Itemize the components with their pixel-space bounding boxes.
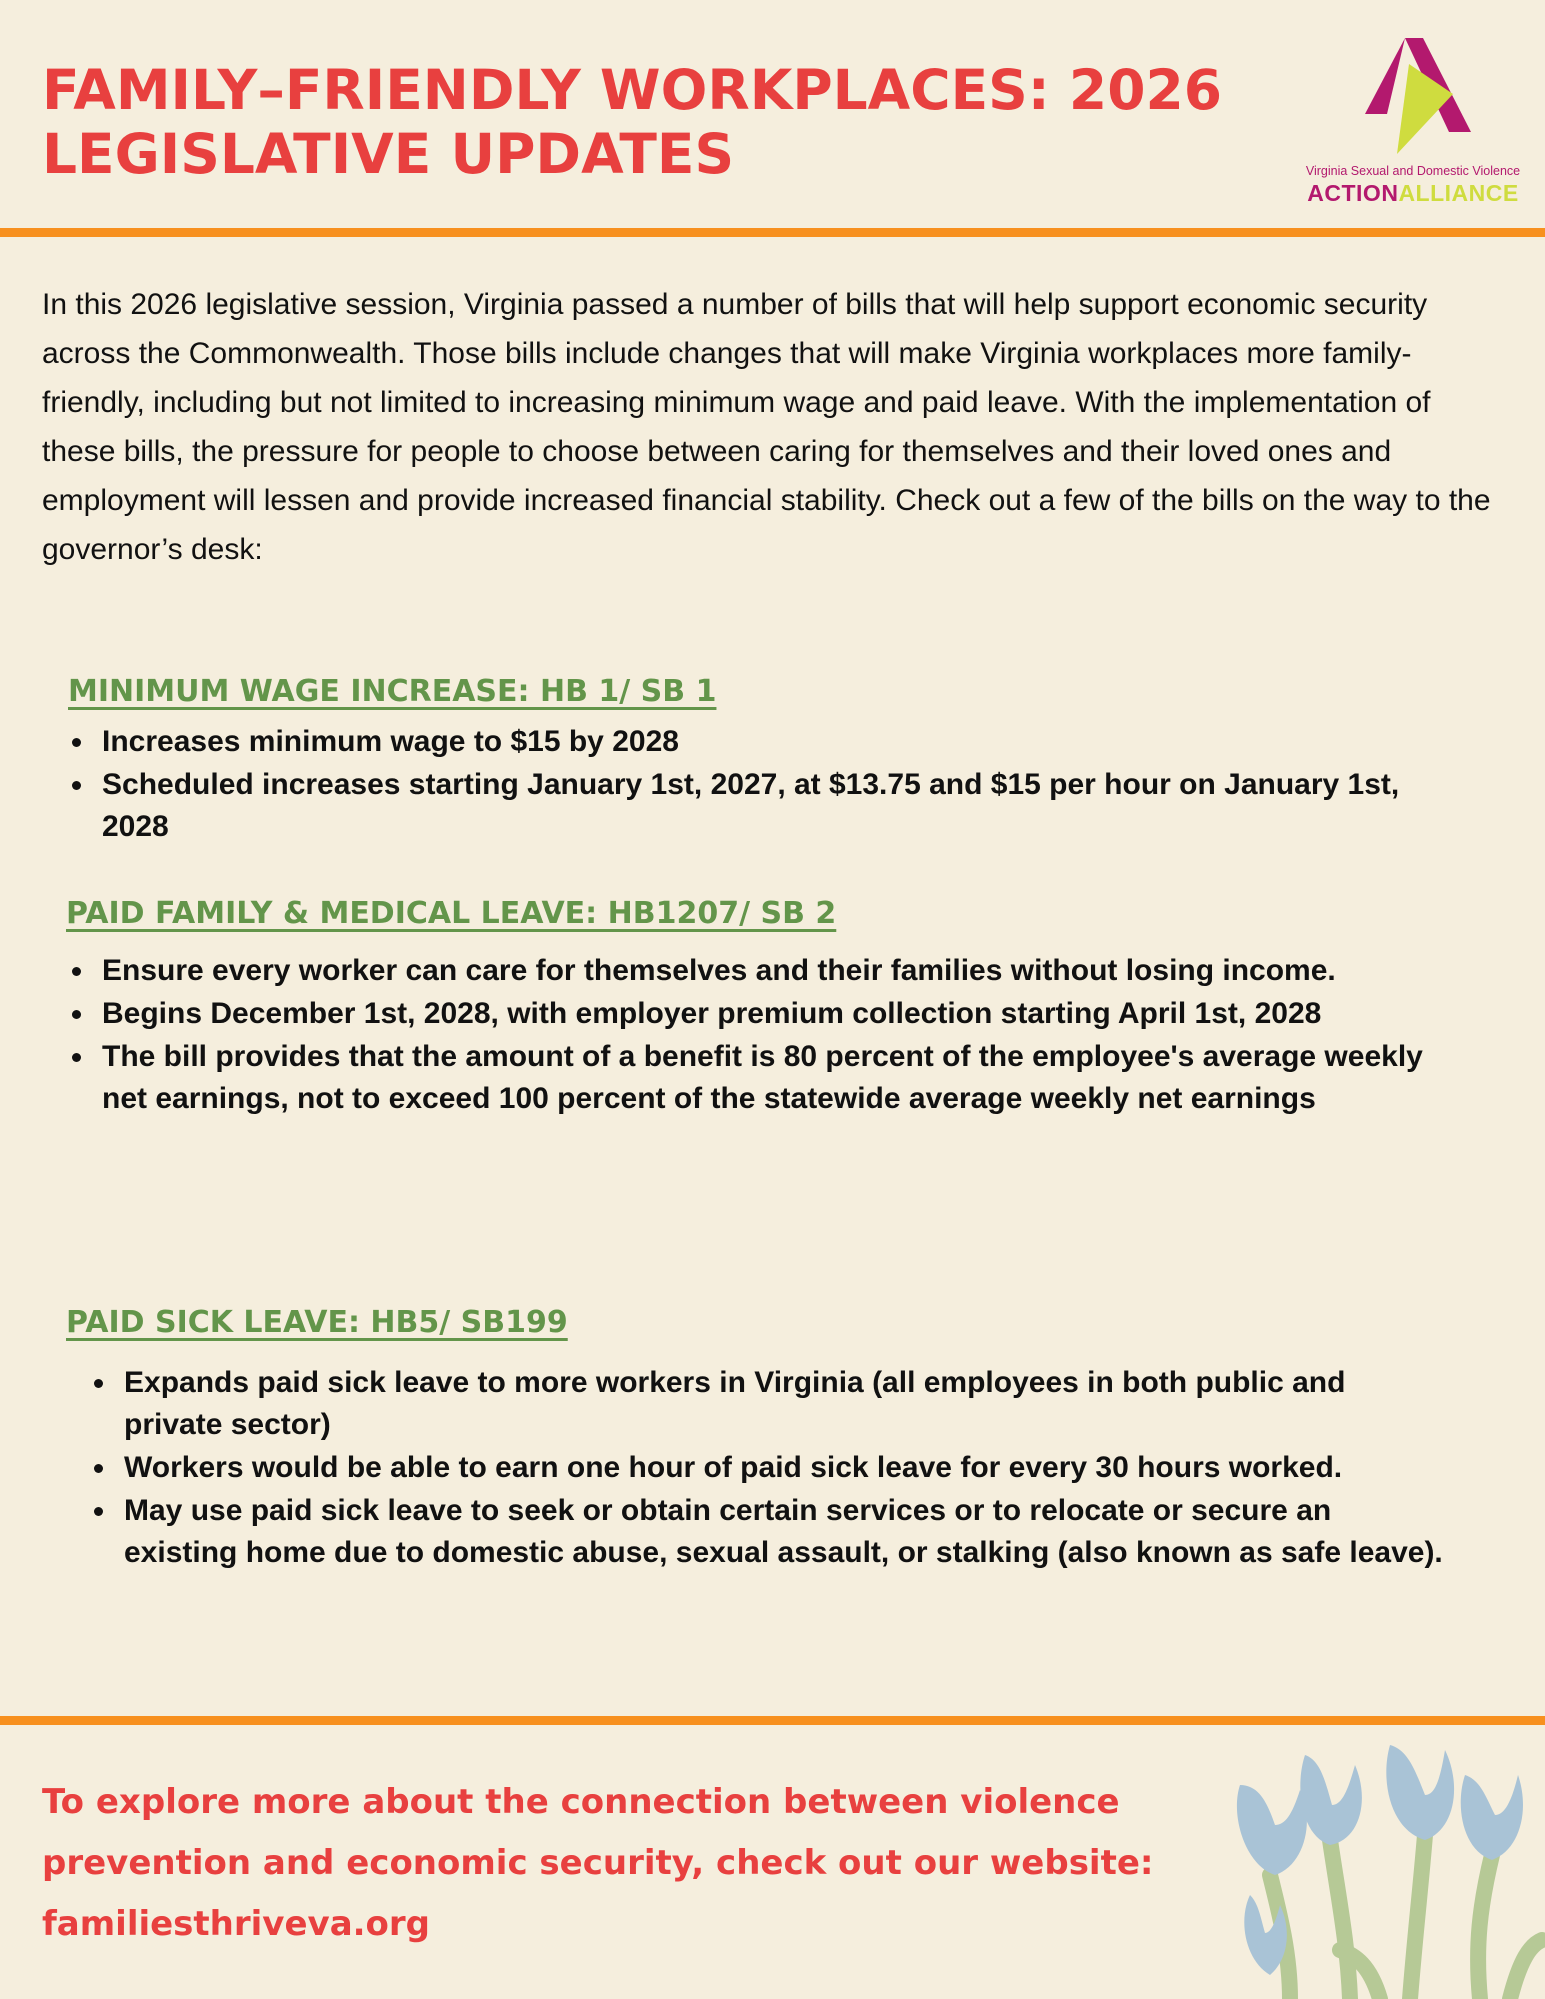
bottom-divider xyxy=(0,1716,1545,1725)
website-link[interactable]: familiesthriveva.org xyxy=(42,1904,431,1944)
footer-callout xyxy=(42,1772,1222,1955)
paid-sick-leave-list xyxy=(64,1362,1444,1575)
footer-line-2: prevention and economic security, check out our website: xyxy=(42,1843,1154,1883)
logo-wordmark xyxy=(1302,180,1524,207)
section-heading-paid-sick-leave: PAID SICK LEAVE: HB5/ SB199 xyxy=(66,1305,568,1340)
list-item: Increases minimum wage to $15 by 2028 xyxy=(42,721,1462,763)
top-divider xyxy=(0,228,1545,237)
list-item: Expands paid sick leave to more workers in Virginia (all employees in both public and private sector) xyxy=(64,1362,1444,1446)
list-item: Begins December 1st, 2028, with employer premium collection starting April 1st, 2028 xyxy=(42,993,1442,1035)
paid-family-leave-list xyxy=(42,950,1442,1121)
page-title xyxy=(42,58,1272,186)
footer-line-1: To explore more about the connection between violence xyxy=(42,1782,1120,1822)
logo-word-action: ACTION xyxy=(1307,180,1399,206)
minimum-wage-list xyxy=(42,721,1462,849)
title-line-2: LEGISLATIVE UPDATES xyxy=(42,122,735,186)
section-heading-minimum-wage: MINIMUM WAGE INCREASE: HB 1/ SB 1 xyxy=(68,674,717,709)
logo-mark-icon xyxy=(1357,34,1477,159)
intro-paragraph: In this 2026 legislative session, Virginia passed a number of bills that will help support economic security across the Commonwealth. Those bills include changes that will make Virginia workplaces more family-friendly, including but not limited to increasing minimum wage and paid leave. With the implementation of these bills, the pressure for people to choose between caring for themselves and their loved ones and employment will lessen and provide increased financial stability. Check out a few of the bills on the way to the governor’s desk: xyxy=(42,288,1491,566)
logo-word-alliance: ALLIANCE xyxy=(1398,180,1519,206)
flowers-illustration-icon xyxy=(1230,1745,1545,1999)
logo-subtitle: Virginia Sexual and Domestic Violence xyxy=(1305,164,1521,178)
list-item: Workers would be able to earn one hour of paid sick leave for every 30 hours worked. xyxy=(64,1447,1444,1489)
section-heading-paid-family-leave: PAID FAMILY & MEDICAL LEAVE: HB1207/ SB 2 xyxy=(66,896,837,931)
action-alliance-logo xyxy=(1302,34,1524,209)
list-item: May use paid sick leave to seek or obtain certain services or to relocate or secure an existing home due to domestic abuse, sexual assault, or stalking (also known as safe leave). xyxy=(64,1490,1444,1574)
title-line-1: FAMILY–FRIENDLY WORKPLACES: 2026 xyxy=(42,58,1223,122)
list-item: The bill provides that the amount of a benefit is 80 percent of the employee's average weekly net earnings, not to exceed 100 percent of the statewide average weekly net earnings xyxy=(42,1036,1442,1120)
list-item: Scheduled increases starting January 1st, 2027, at $13.75 and $15 per hour on January 1st, 2028 xyxy=(42,764,1462,848)
list-item: Ensure every worker can care for themselves and their families without losing income. xyxy=(42,950,1442,992)
